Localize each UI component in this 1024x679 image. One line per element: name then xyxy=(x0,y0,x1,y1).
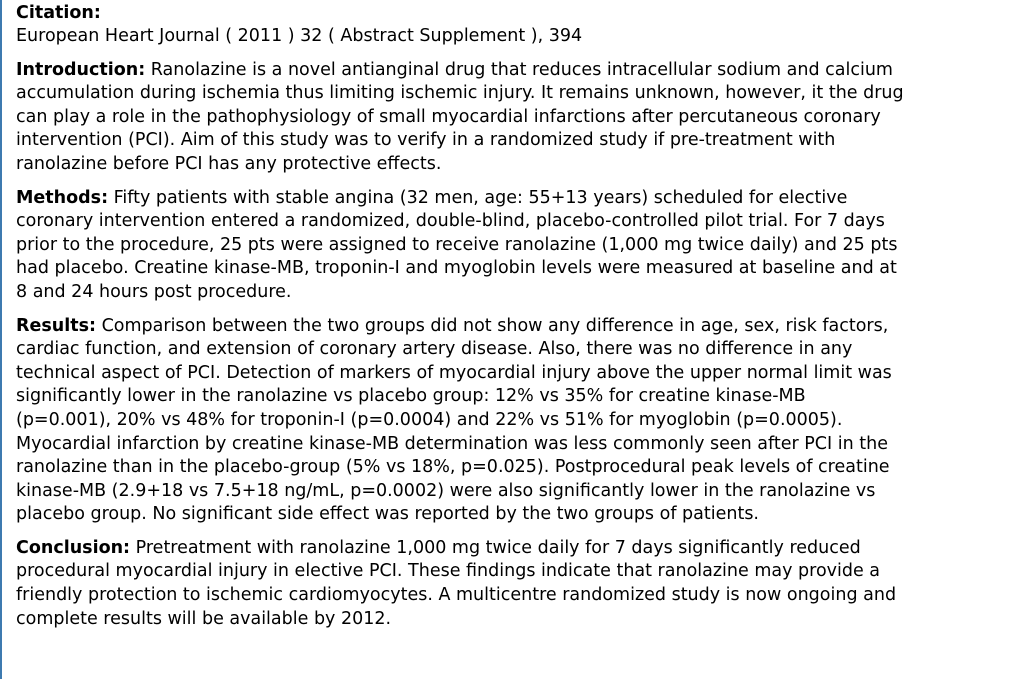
section-label: Introduction: xyxy=(16,59,146,80)
citation-text: European Heart Journal ( 2011 ) 32 ( Abstract Supplement ), 394 xyxy=(16,26,583,46)
section-line: technical aspect of PCI. Detection of markers of myocardial injury above the upper normal limit was xyxy=(16,362,892,383)
section-line: friendly protection to ischemic cardiomyocytes. A multicentre randomized study is now ongoing and xyxy=(16,585,897,606)
citation xyxy=(16,2,1018,49)
section-line: intervention (PCI). Aim of this study was to verify in a randomized study if pre-treatment with xyxy=(16,130,836,151)
section-label: Methods: xyxy=(16,187,109,208)
citation-label: Citation: xyxy=(16,3,101,23)
section-results xyxy=(16,315,1018,527)
section-line: coronary intervention entered a randomized, double-blind, placebo-controlled pilot trial. For 7 days xyxy=(16,211,885,232)
section-line: significantly lower in the ranolazine vs placebo group: 12% vs 35% for creatine kinase-MB xyxy=(16,386,806,407)
section-line: kinase-MB (2.9+18 vs 7.5+18 ng/mL, p=0.0002) were also significantly lower in the ranolazine vs xyxy=(16,480,876,501)
section-line: ranolazine before PCI has any protective effects. xyxy=(16,153,442,174)
section-text: Pretreatment with ranolazine 1,000 mg twice daily for 7 days significantly reduced xyxy=(130,537,861,558)
section-methods xyxy=(16,187,1018,305)
section-conclusion xyxy=(16,537,1018,631)
section-text: Fifty patients with stable angina (32 men, age: 55+13 years) scheduled for elective xyxy=(108,187,848,208)
section-line: ranolazine than in the placebo-group (5% vs 18%, p=0.025). Postprocedural peak levels of creatine xyxy=(16,457,890,478)
section-label: Results: xyxy=(16,315,96,336)
section-line: had placebo. Creatine kinase-MB, troponin-I and myoglobin levels were measured at baseline and at xyxy=(16,258,897,279)
section-line: prior to the procedure, 25 pts were assigned to receive ranolazine (1,000 mg twice daily) and 25 pts xyxy=(16,234,898,255)
section-line xyxy=(16,59,1018,83)
section-line: can play a role in the pathophysiology of small myocardial infarctions after percutaneous coronary xyxy=(16,106,881,127)
section-line: Myocardial infarction by creatine kinase-MB determination was less commonly seen after PCI in the xyxy=(16,433,888,454)
section-line: complete results will be available by 2012. xyxy=(16,608,392,629)
section-line xyxy=(16,537,1018,561)
section-line: placebo group. No significant side effect was reported by the two groups of patients. xyxy=(16,504,759,525)
section-line: cardiac function, and extension of coronary artery disease. Also, there was no difference in any xyxy=(16,339,853,360)
section-line xyxy=(16,315,1018,339)
section-label: Conclusion: xyxy=(16,537,131,558)
section-line xyxy=(16,187,1018,211)
section-line: (p=0.001), 20% vs 48% for troponin-I (p=0.0004) and 22% vs 51% for myoglobin (p=0.0005). xyxy=(16,409,843,430)
section-line: 8 and 24 hours post procedure. xyxy=(16,281,292,302)
section-line: accumulation during ischemia thus limiting ischemic injury. It remains unknown, however, it the drug xyxy=(16,83,904,104)
section-text: Ranolazine is a novel antianginal drug that reduces intracellular sodium and calcium xyxy=(145,59,893,80)
section-text: Comparison between the two groups did not show any difference in age, sex, risk factors, xyxy=(96,315,889,336)
section-line: procedural myocardial injury in elective PCI. These findings indicate that ranolazine may provide a xyxy=(16,561,881,582)
section-introduction xyxy=(16,59,1018,177)
